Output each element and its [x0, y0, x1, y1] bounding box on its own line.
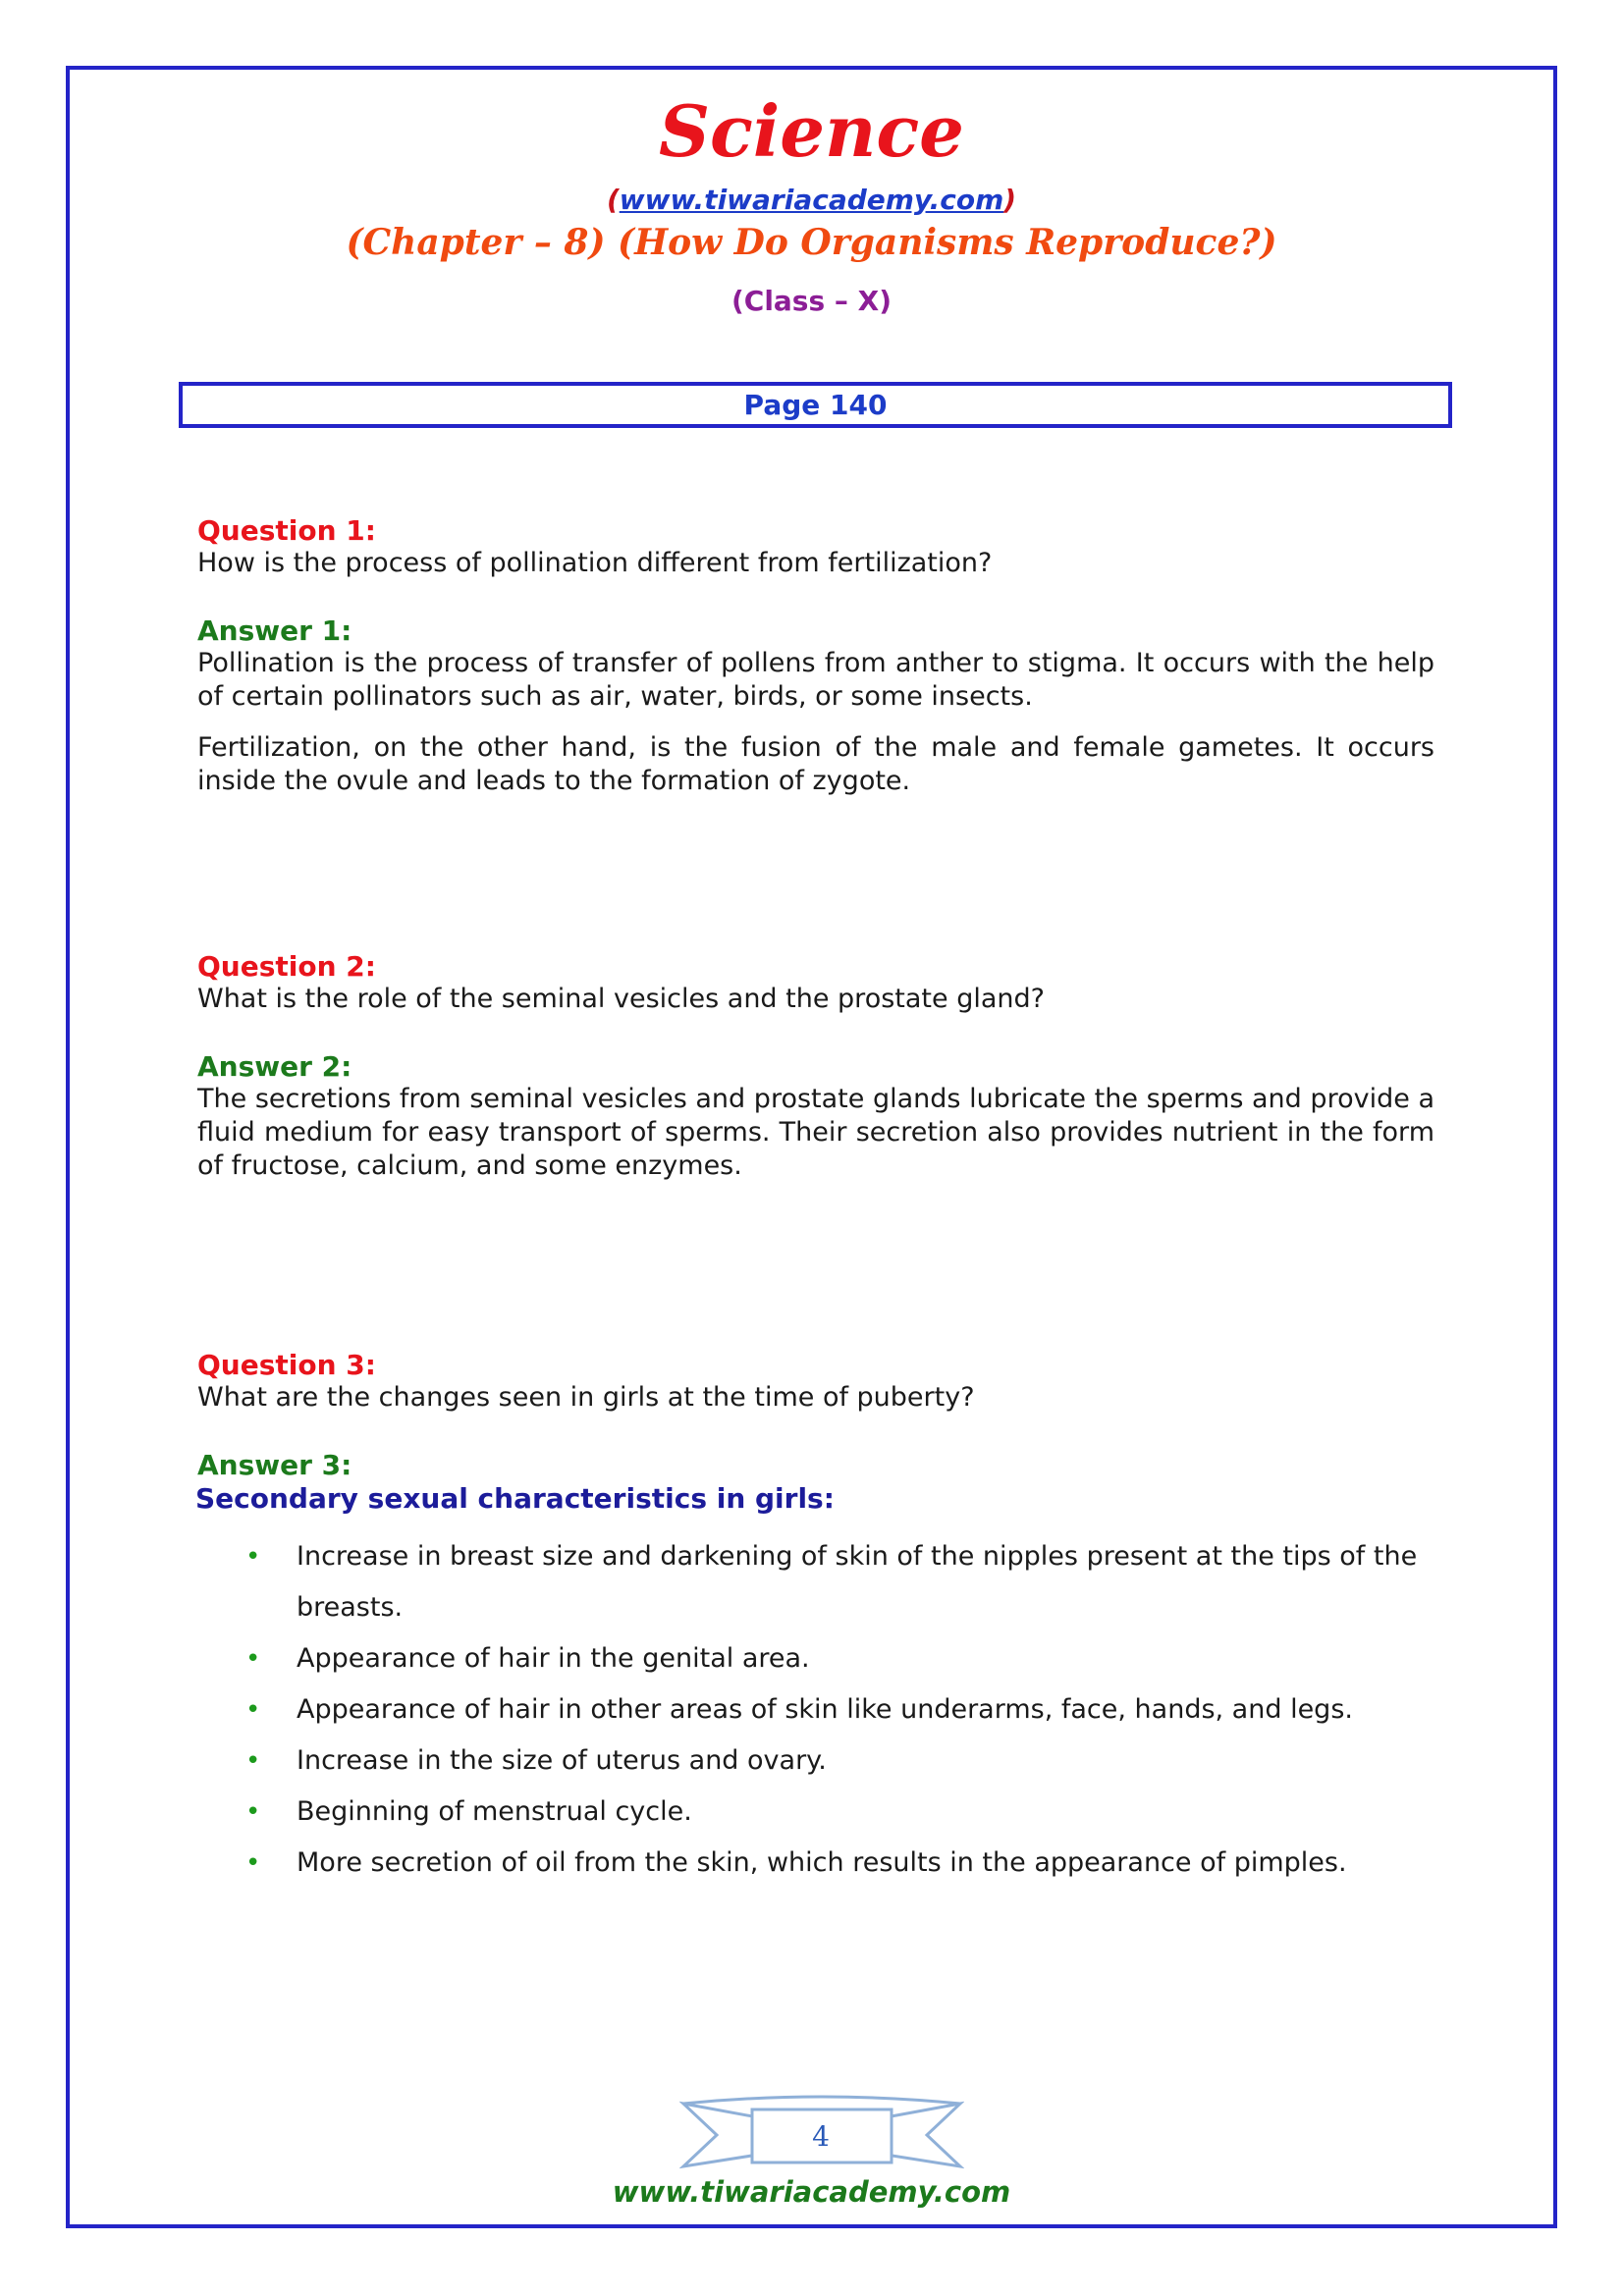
page-label: Page 140: [743, 389, 888, 421]
bullet-icon: •: [245, 1542, 261, 1572]
answer-1-paragraph-1: Pollination is the process of transfer of pollens from anther to stigma. It occurs with the help of certain pollinators such as air, water, birds, or some insects.: [197, 648, 1434, 712]
bullet-icon: •: [245, 1848, 261, 1878]
bullet-icon: •: [245, 1797, 261, 1827]
answer-2-label: Answer 2:: [197, 1050, 352, 1083]
question-3-label: Question 3:: [197, 1349, 376, 1381]
list-item: [245, 1838, 1438, 1889]
answer-1-paragraph-2: Fertilization, on the other hand, is the fusion of the male and female gametes. It occurs inside the ovule and leads to the formation of zygote.: [197, 732, 1434, 796]
question-2-text: What is the role of the seminal vesicles and the prostate gland?: [197, 984, 1045, 1014]
answer-3-subheading: Secondary sexual characteristics in girls:: [195, 1482, 835, 1515]
chapter-title: (Chapter – 8) (How Do Organisms Reproduce?): [346, 222, 1277, 263]
question-1-text: How is the process of pollination different from fertilization?: [197, 548, 993, 578]
answer-3-label: Answer 3:: [197, 1449, 352, 1481]
paren-close: ): [1003, 184, 1017, 216]
list-item: [245, 1735, 1438, 1787]
answer-2-paragraph-1: The secretions from seminal vesicles and prostate glands lubricate the sperms and provide a fluid medium for easy transport of sperms. Their secretion also provides nutrient in the form of fructose, calcium, and some enzymes.: [197, 1084, 1434, 1181]
class-label: (Class – X): [730, 285, 893, 317]
paren-open: (: [606, 184, 620, 216]
header-site-url[interactable]: www.tiwariacademy.com: [619, 184, 1004, 216]
page-number: 4: [812, 2119, 830, 2153]
list-item: [245, 1787, 1438, 1838]
header-site-link[interactable]: [0, 184, 1623, 216]
puberty-changes-list: [245, 1531, 1438, 1889]
question-2-label: Question 2:: [197, 950, 376, 983]
list-item: [245, 1531, 1438, 1633]
bullet-icon: •: [245, 1746, 261, 1776]
page-title: Science: [659, 89, 964, 173]
list-item: [245, 1633, 1438, 1684]
list-item-text: Increase in breast size and darkening of skin of the nipples present at the tips of the breasts.: [297, 1541, 1418, 1623]
list-item-text: Appearance of hair in other areas of skin like underarms, face, hands, and legs.: [297, 1694, 1353, 1725]
list-item-text: Appearance of hair in the genital area.: [297, 1643, 810, 1674]
list-item-text: Increase in the size of uterus and ovary.: [297, 1745, 827, 1776]
list-item: [245, 1684, 1438, 1735]
question-3-text: What are the changes seen in girls at the time of puberty?: [197, 1382, 975, 1413]
bullet-icon: •: [245, 1695, 261, 1725]
page-label-box: [179, 382, 1452, 428]
question-1-label: Question 1:: [197, 514, 376, 547]
list-item-text: Beginning of menstrual cycle.: [297, 1796, 692, 1827]
bullet-icon: •: [245, 1644, 261, 1674]
footer-site-link[interactable]: www.tiwariacademy.com: [612, 2175, 1011, 2209]
list-item-text: More secretion of oil from the skin, which results in the appearance of pimples.: [297, 1847, 1347, 1878]
answer-1-label: Answer 1:: [197, 614, 352, 647]
